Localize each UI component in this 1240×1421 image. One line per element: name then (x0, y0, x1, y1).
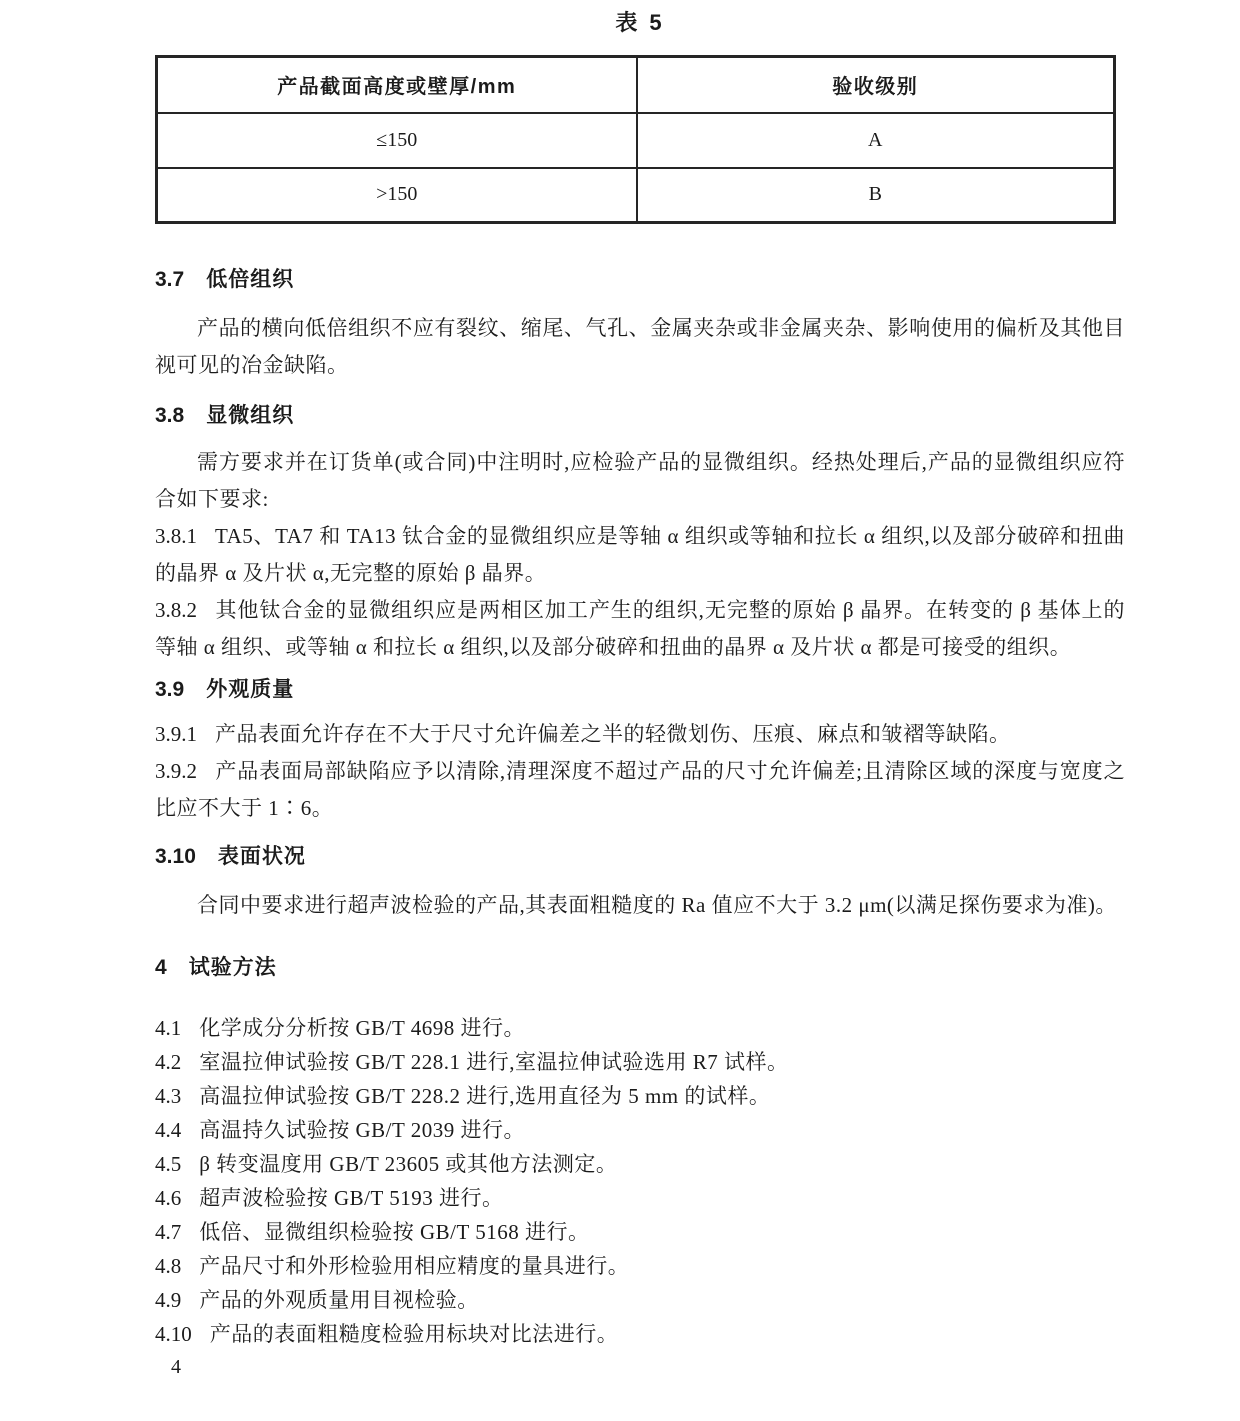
clause-text: 产品表面允许存在不大于尺寸允许偏差之半的轻微划伤、压痕、麻点和皱褶等缺陷。 (215, 722, 1011, 746)
clause-number: 3.9.2 (155, 759, 197, 783)
paragraph: 产品的横向低倍组织不应有裂纹、缩尾、气孔、金属夹杂或非金属夹杂、影响使用的偏析及其他目视可见的冶金缺陷。 (155, 316, 1125, 377)
clause-text: 高温拉伸试验按 GB/T 228.2 进行,选用直径为 5 mm 的试样。 (199, 1084, 771, 1108)
table-cell: B (637, 168, 1115, 223)
clause-4-4 (155, 1118, 1125, 1142)
clause-number: 4.3 (155, 1084, 182, 1108)
clause-4-1 (155, 1016, 1125, 1040)
clause-number: 3.9.1 (155, 722, 197, 746)
clause-number: 4.2 (155, 1050, 182, 1074)
paragraph: 需方要求并在订货单(或合同)中注明时,应检验产品的显微组织。经热处理后,产品的显微组织应符合如下要求: (155, 450, 1125, 511)
section-heading-3-10 (155, 843, 1125, 871)
section-heading-4 (155, 954, 1125, 982)
clause-text: 超声波检验按 GB/T 5193 进行。 (199, 1186, 504, 1210)
clause-3-9-1 (155, 716, 1125, 753)
clause-4-2 (155, 1050, 1125, 1074)
clause-text: 产品尺寸和外形检验用相应精度的量具进行。 (199, 1254, 630, 1278)
table-cell: A (637, 113, 1115, 168)
clause-4-5 (155, 1152, 1125, 1176)
clause-text: 化学成分分析按 GB/T 4698 进行。 (199, 1016, 525, 1040)
table-title: 表 5 (615, 10, 665, 35)
clause-text: 产品表面局部缺陷应予以清除,清理深度不超过产品的尺寸允许偏差;且清除区域的深度与宽度之比应不大于 1∶6。 (155, 759, 1125, 820)
acceptance-table (155, 55, 1116, 224)
paragraph: 合同中要求进行超声波检验的产品,其表面粗糙度的 Ra 值应不大于 3.2 μm(以满足探伤要求为准)。 (197, 893, 1117, 917)
clause-3-8-2 (155, 592, 1125, 666)
clause-4-9 (155, 1288, 1125, 1312)
clause-4-7 (155, 1220, 1125, 1244)
section-title: 低倍组织 (206, 268, 295, 291)
clause-4-3 (155, 1084, 1125, 1108)
clause-text: 其他钛合金的显微组织应是两相区加工产生的组织,无完整的原始 β 晶界。在转变的 β 基体上的等轴 α 组织、或等轴 α 和拉长 α 组织,以及部分破碎和扭曲的晶界 α 及片状 α 都是可接受的组织。 (155, 598, 1125, 659)
section-number: 3.10 (155, 845, 196, 868)
clause-number: 4.7 (155, 1220, 182, 1244)
clause-text: 高温持久试验按 GB/T 2039 进行。 (199, 1118, 525, 1142)
clause-3-8-1 (155, 518, 1125, 592)
table-header-cell-grade: 验收级别 (637, 57, 1115, 113)
clause-number: 4.4 (155, 1118, 182, 1142)
clause-text: 产品的表面粗糙度检验用标块对比法进行。 (209, 1322, 619, 1346)
section-title: 显微组织 (206, 404, 295, 427)
table-row (157, 113, 1115, 168)
section-number: 4 (155, 956, 167, 979)
section-number: 3.9 (155, 678, 185, 701)
clause-number: 4.5 (155, 1152, 182, 1176)
table-cell: ≤150 (157, 113, 637, 168)
clause-number: 3.8.2 (155, 598, 197, 622)
section-heading-3-7 (155, 266, 1125, 294)
clause-number: 4.6 (155, 1186, 182, 1210)
section-number: 3.7 (155, 268, 185, 291)
clause-4-10 (155, 1322, 1125, 1346)
clause-text: β 转变温度用 GB/T 23605 或其他方法测定。 (199, 1152, 618, 1176)
clause-text: TA5、TA7 和 TA13 钛合金的显微组织应是等轴 α 组织或等轴和拉长 α 组织,以及部分破碎和扭曲的晶界 α 及片状 α,无完整的原始 β 晶界。 (155, 524, 1125, 585)
clause-number: 4.8 (155, 1254, 182, 1278)
section-heading-3-8 (155, 402, 1125, 430)
table-row (157, 168, 1115, 223)
clause-number: 4.1 (155, 1016, 182, 1040)
clause-3-9-2 (155, 753, 1125, 827)
table-cell: >150 (157, 168, 637, 223)
section-number: 3.8 (155, 404, 185, 427)
table-header-row (157, 57, 1115, 113)
clause-number: 3.8.1 (155, 524, 197, 548)
clause-text: 低倍、显微组织检验按 GB/T 5168 进行。 (199, 1220, 590, 1244)
clause-4-6 (155, 1186, 1125, 1210)
section-heading-3-9 (155, 676, 1125, 704)
clause-4-8 (155, 1254, 1125, 1278)
clause-number: 4.10 (155, 1322, 192, 1346)
section-title: 外观质量 (206, 678, 295, 701)
clause-number: 4.9 (155, 1288, 182, 1312)
section-title: 试验方法 (188, 956, 277, 979)
page-number: 4 (171, 1356, 181, 1378)
clause-text: 产品的外观质量用目视检验。 (199, 1288, 479, 1312)
table-header-cell-height: 产品截面高度或壁厚/mm (157, 57, 637, 113)
clause-text: 室温拉伸试验按 GB/T 228.1 进行,室温拉伸试验选用 R7 试样。 (199, 1050, 789, 1074)
section-title: 表面状况 (217, 845, 306, 868)
